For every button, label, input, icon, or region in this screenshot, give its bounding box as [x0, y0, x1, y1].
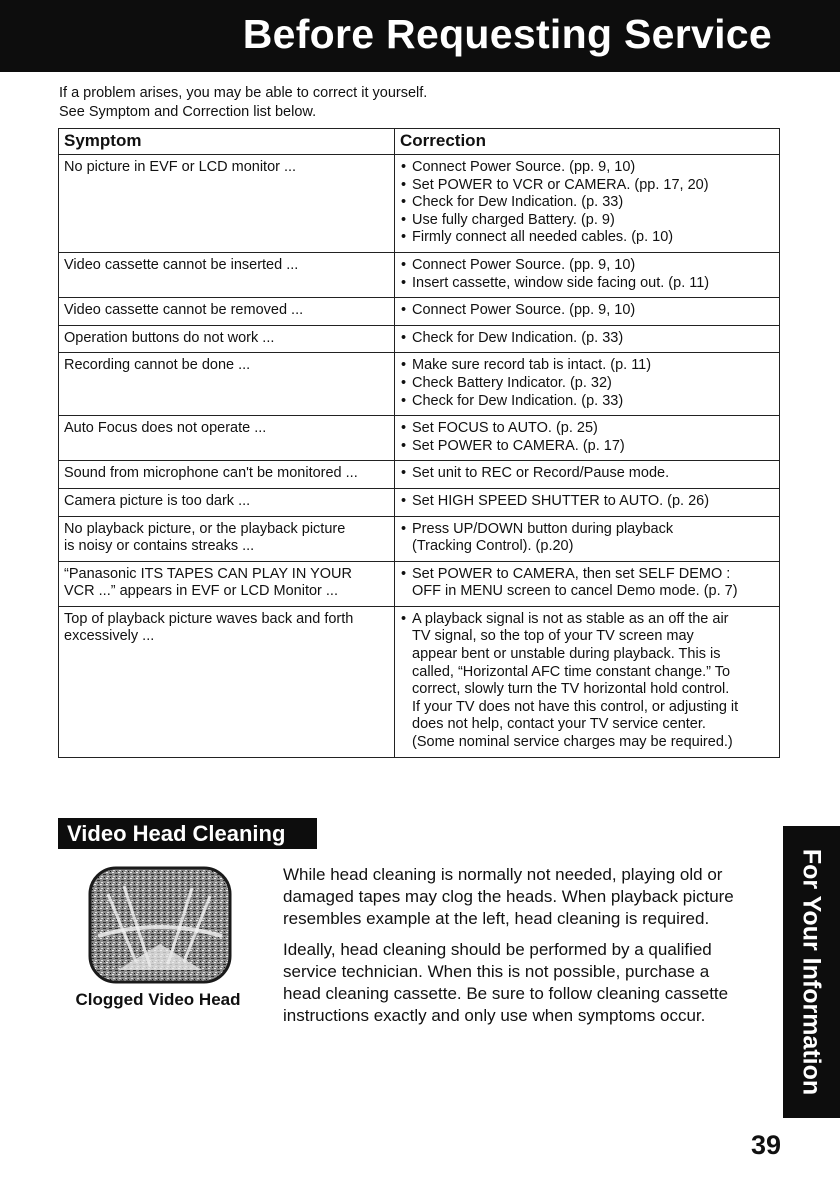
text-line: resembles example at the left, head cleaning is required.	[283, 909, 710, 928]
correction-item	[400, 438, 774, 456]
correction-text: Check Battery Indicator. (p. 32)	[412, 374, 612, 391]
correction-list	[400, 611, 774, 752]
correction-text: Connect Power Source. (pp. 9, 10)	[412, 256, 636, 273]
correction-text: correct, slowly turn the TV horizontal hold control.	[412, 681, 730, 698]
intro-line: See Symptom and Correction list below.	[59, 104, 317, 120]
correction-cell	[395, 561, 780, 606]
symptom-text: Top of playback picture waves back and forth	[64, 610, 354, 627]
page-number: 39	[751, 1130, 782, 1160]
symptom-text: Camera picture is too dark ...	[64, 492, 251, 509]
correction-item	[400, 611, 774, 752]
correction-list	[400, 302, 774, 320]
text-line: instructions exactly and only use when symptoms occur.	[283, 1006, 706, 1025]
correction-item	[400, 212, 774, 230]
correction-text: appear bent or unstable during playback. This is	[412, 646, 721, 663]
correction-item	[400, 257, 774, 275]
table-row	[59, 353, 780, 416]
correction-text: Use fully charged Battery. (p. 9)	[412, 211, 615, 228]
correction-text: called, “Horizontal AFC time constant change.” To	[412, 663, 731, 680]
intro-text	[59, 84, 427, 122]
correction-text: does not help, contact your TV service center.	[412, 716, 706, 733]
correction-list	[400, 566, 774, 601]
table-row	[59, 252, 780, 297]
symptom-text: Video cassette cannot be removed ...	[64, 302, 304, 319]
correction-text: Set unit to REC or Record/Pause mode.	[412, 465, 670, 482]
symptom-cell	[59, 561, 395, 606]
symptom-text: Video cassette cannot be inserted ...	[64, 256, 299, 273]
text-line: While head cleaning is normally not needed, playing old or	[283, 865, 723, 884]
symptom-cell	[59, 298, 395, 326]
table-row	[59, 461, 780, 489]
correction-text: Press UP/DOWN button during playback	[412, 520, 674, 537]
correction-text: Make sure record tab is intact. (p. 11)	[412, 357, 652, 374]
correction-item	[400, 330, 774, 348]
correction-item	[400, 493, 774, 511]
symptom-text: Recording cannot be done ...	[64, 357, 251, 374]
correction-cell	[395, 155, 780, 253]
correction-item	[400, 194, 774, 212]
text-line: Ideally, head cleaning should be performed by a qualified	[283, 940, 712, 959]
table-row	[59, 155, 780, 253]
symptom-cell	[59, 252, 395, 297]
correction-item	[400, 229, 774, 247]
correction-list	[400, 257, 774, 292]
symptom-text: is noisy or contains streaks ...	[64, 538, 255, 555]
symptom-correction-table	[58, 128, 780, 758]
correction-item	[400, 275, 774, 293]
table-body	[59, 155, 780, 758]
correction-cell	[395, 416, 780, 461]
paragraph	[283, 939, 778, 1027]
correction-text: OFF in MENU screen to cancel Demo mode. (p. 7)	[412, 583, 738, 600]
symptom-cell	[59, 488, 395, 516]
symptom-cell	[59, 606, 395, 757]
correction-item	[400, 357, 774, 375]
correction-list	[400, 420, 774, 455]
correction-item	[400, 159, 774, 177]
section-heading: Video Head Cleaning	[58, 818, 317, 849]
correction-text: Check for Dew Indication. (p. 33)	[412, 194, 624, 211]
symptom-text: No picture in EVF or LCD monitor ...	[64, 159, 297, 175]
correction-text: Set HIGH SPEED SHUTTER to AUTO. (p. 26)	[412, 492, 710, 509]
correction-list	[400, 465, 774, 483]
symptom-cell	[59, 416, 395, 461]
correction-text: Set FOCUS to AUTO. (p. 25)	[412, 420, 598, 437]
symptom-cell	[59, 155, 395, 253]
table-row	[59, 561, 780, 606]
symptom-text: Sound from microphone can't be monitored ...	[64, 465, 358, 482]
correction-item	[400, 302, 774, 320]
symptom-header: Symptom	[59, 129, 395, 155]
correction-text: Connect Power Source. (pp. 9, 10)	[412, 302, 636, 319]
symptom-text: VCR ...” appears in EVF or LCD Monitor ...	[64, 583, 338, 600]
correction-list	[400, 330, 774, 348]
symptom-text: Auto Focus does not operate ...	[64, 420, 267, 437]
correction-text: Set POWER to VCR or CAMERA. (pp. 17, 20)	[412, 176, 709, 193]
table-row	[59, 325, 780, 353]
correction-item	[400, 521, 774, 556]
correction-item	[400, 420, 774, 438]
correction-cell	[395, 353, 780, 416]
correction-item	[400, 177, 774, 195]
intro-line: If a problem arises, you may be able to correct it yourself.	[59, 85, 428, 101]
image-caption: Clogged Video Head	[75, 990, 241, 1009]
table-row	[59, 606, 780, 757]
correction-item	[400, 566, 774, 601]
correction-cell	[395, 516, 780, 561]
correction-text: Connect Power Source. (pp. 9, 10)	[412, 159, 636, 175]
page-title: Before Requesting Service	[242, 11, 772, 57]
symptom-text: No playback picture, or the playback picture	[64, 520, 346, 537]
correction-text: (Some nominal service charges may be required.)	[412, 734, 733, 751]
correction-text: Firmly connect all needed cables. (p. 10)	[412, 229, 674, 246]
correction-text: TV signal, so the top of your TV screen may	[412, 628, 694, 645]
correction-cell	[395, 461, 780, 489]
header-bar	[0, 0, 840, 72]
correction-list	[400, 357, 774, 410]
symptom-cell	[59, 516, 395, 561]
correction-list	[400, 159, 774, 247]
correction-list	[400, 493, 774, 511]
text-line: damaged tapes may clog the heads. When playback picture	[283, 887, 734, 906]
correction-header: Correction	[395, 129, 780, 155]
correction-text: Set POWER to CAMERA. (p. 17)	[412, 437, 625, 454]
symptom-cell	[59, 461, 395, 489]
table-row	[59, 516, 780, 561]
correction-text: Check for Dew Indication. (p. 33)	[412, 392, 624, 409]
correction-text: If your TV does not have this control, or adjusting it	[412, 698, 739, 715]
correction-cell	[395, 298, 780, 326]
side-tab	[783, 826, 840, 1118]
correction-text: Insert cassette, window side facing out. (p. 11)	[412, 274, 710, 291]
correction-cell	[395, 325, 780, 353]
correction-list	[400, 521, 774, 556]
correction-cell	[395, 606, 780, 757]
correction-cell	[395, 488, 780, 516]
side-tab-label: For Your Information	[797, 848, 826, 1096]
table-row	[59, 298, 780, 326]
clogged-head-tv-image	[88, 866, 232, 984]
symptom-text: “Panasonic ITS TAPES CAN PLAY IN YOUR	[64, 565, 352, 582]
correction-item	[400, 393, 774, 411]
text-line: head cleaning cassette. Be sure to follow cleaning cassette	[283, 984, 729, 1003]
symptom-text: Operation buttons do not work ...	[64, 329, 275, 346]
symptom-cell	[59, 353, 395, 416]
symptom-text: excessively ...	[64, 628, 155, 645]
table-row	[59, 416, 780, 461]
symptom-cell	[59, 325, 395, 353]
correction-item	[400, 465, 774, 483]
correction-text: Set POWER to CAMERA, then set SELF DEMO :	[412, 565, 731, 582]
correction-cell	[395, 252, 780, 297]
paragraph	[283, 864, 778, 930]
cleaning-body	[283, 864, 778, 1036]
correction-item	[400, 375, 774, 393]
correction-text: Check for Dew Indication. (p. 33)	[412, 329, 624, 346]
table-row	[59, 488, 780, 516]
correction-text: A playback signal is not as stable as an off the air	[412, 610, 729, 627]
correction-text: (Tracking Control). (p.20)	[412, 538, 574, 555]
text-line: service technician. When this is not possible, purchase a	[283, 962, 710, 981]
table-header-row	[59, 129, 780, 155]
